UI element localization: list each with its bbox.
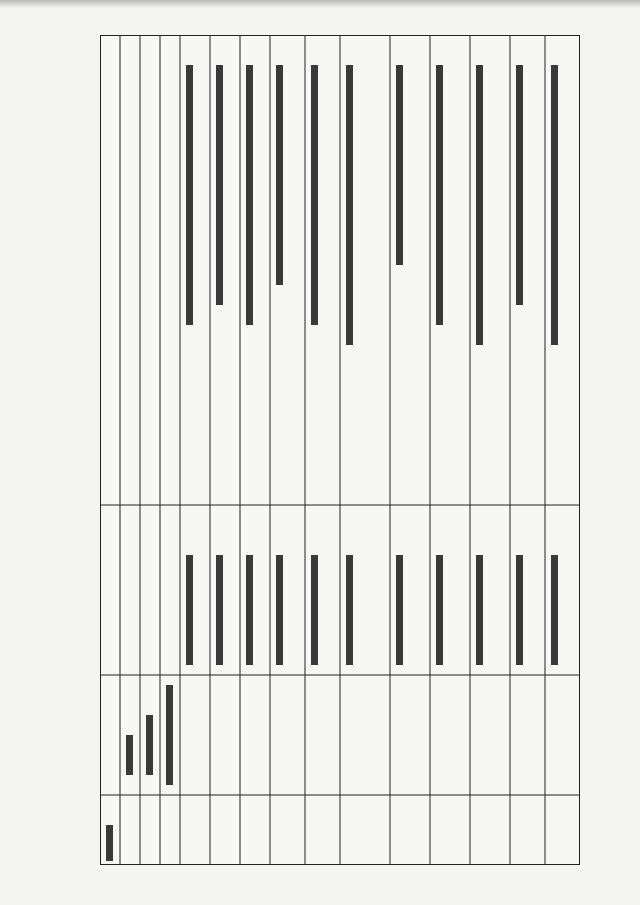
scan-edge — [0, 0, 640, 8]
rotated-table-scan — [100, 35, 580, 865]
rotated-table-image — [100, 35, 580, 865]
